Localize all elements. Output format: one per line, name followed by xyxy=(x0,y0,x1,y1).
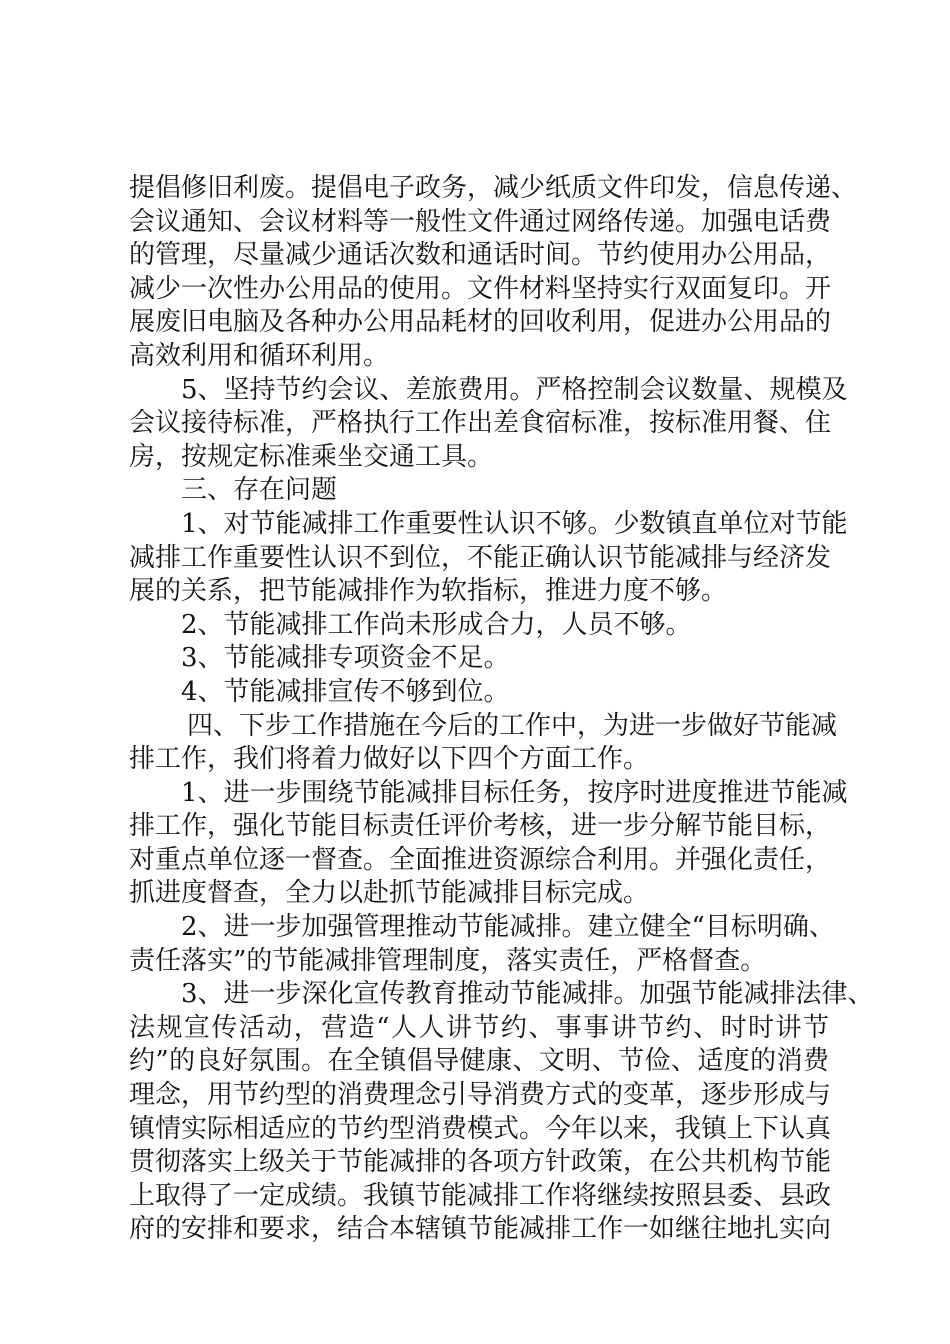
text-line: 抓进度督查，全力以赴抓节能减排目标完成。 xyxy=(129,878,650,909)
text-line: 展的关系，把节能减排作为软指标，推进力度不够。 xyxy=(129,576,728,607)
text-line: 的管理，尽量减少通话次数和通话时间。节约使用办公用品， xyxy=(129,240,832,271)
text-line: 会议接待标准，严格执行工作出差食宿标准，按标准用餐、住 xyxy=(129,408,832,439)
section-heading: 三、存在问题 xyxy=(181,475,338,506)
document-body xyxy=(129,172,874,1247)
text-line: 1、进一步围绕节能减排目标任务，按序时进度推进节能减 xyxy=(181,777,848,808)
text-line: 排工作，强化节能目标责任评价考核，进一步分解节能目标， xyxy=(129,811,832,842)
text-line: 房，按规定标准乘坐交通工具。 xyxy=(129,441,494,472)
section-heading: 四、下步工作措施在今后的工作中，为进一步做好节能减 xyxy=(187,710,838,741)
text-line: 理念，用节约型的消费理念引导消费方式的变革，逐步形成与 xyxy=(129,1080,832,1111)
text-line: 法规宣传活动，营造“人人讲节约、事事讲节约、时时讲节 xyxy=(129,1012,829,1043)
text-line: 2、进一步加强管理推动节能减排。建立健全“目标明确、 xyxy=(181,912,835,943)
text-line: 5、坚持节约会议、差旅费用。严格控制会议数量、规模及 xyxy=(181,374,848,405)
text-line: 展废旧电脑及各种办公用品耗材的回收利用，促进办公用品的 xyxy=(129,307,832,338)
text-line: 排工作，我们将着力做好以下四个方面工作。 xyxy=(129,744,650,775)
text-line: 高效利用和循环利用。 xyxy=(129,340,390,371)
text-line: 4、节能减排宣传不够到位。 xyxy=(181,676,510,707)
text-line: 会议通知、会议材料等一般性文件通过网络传递。加强电话费 xyxy=(129,206,832,237)
text-line: 减排工作重要性认识不到位，不能正确认识节能减排与经济发 xyxy=(129,542,832,573)
text-line: 上取得了一定成绩。我镇节能减排工作将继续按照县委、县政 xyxy=(129,1180,832,1211)
text-line: 2、节能减排工作尚未形成合力，人员不够。 xyxy=(181,609,692,640)
text-line: 府的安排和要求，结合本辖镇节能减排工作一如继往地扎实向 xyxy=(129,1214,832,1245)
text-line: 减少一次性办公用品的使用。文件材料坚持实行双面复印。开 xyxy=(129,273,832,304)
text-line: 3、节能减排专项资金不足。 xyxy=(181,643,510,674)
text-line: 责任落实”的节能减排管理制度，落实责任，严格督查。 xyxy=(129,945,767,976)
text-line: 提倡修旧利废。提倡电子政务，减少纸质文件印发，信息传递、 xyxy=(129,173,858,203)
text-line: 约”的良好氛围。在全镇倡导健康、文明、节俭、适度的消费 xyxy=(129,1046,829,1077)
text-line: 对重点单位逐一督查。全面推进资源综合利用。并强化责任， xyxy=(129,844,832,875)
text-line: 1、对节能减排工作重要性认识不够。少数镇直单位对节能 xyxy=(181,508,848,539)
text-line: 镇情实际相适应的节约型消费模式。今年以来，我镇上下认真 xyxy=(129,1113,832,1144)
text-line: 3、进一步深化宣传教育推动节能减排。加强节能减排法律、 xyxy=(181,979,874,1010)
text-line: 贯彻落实上级关于节能减排的各项方针政策，在公共机构节能 xyxy=(129,1147,832,1178)
